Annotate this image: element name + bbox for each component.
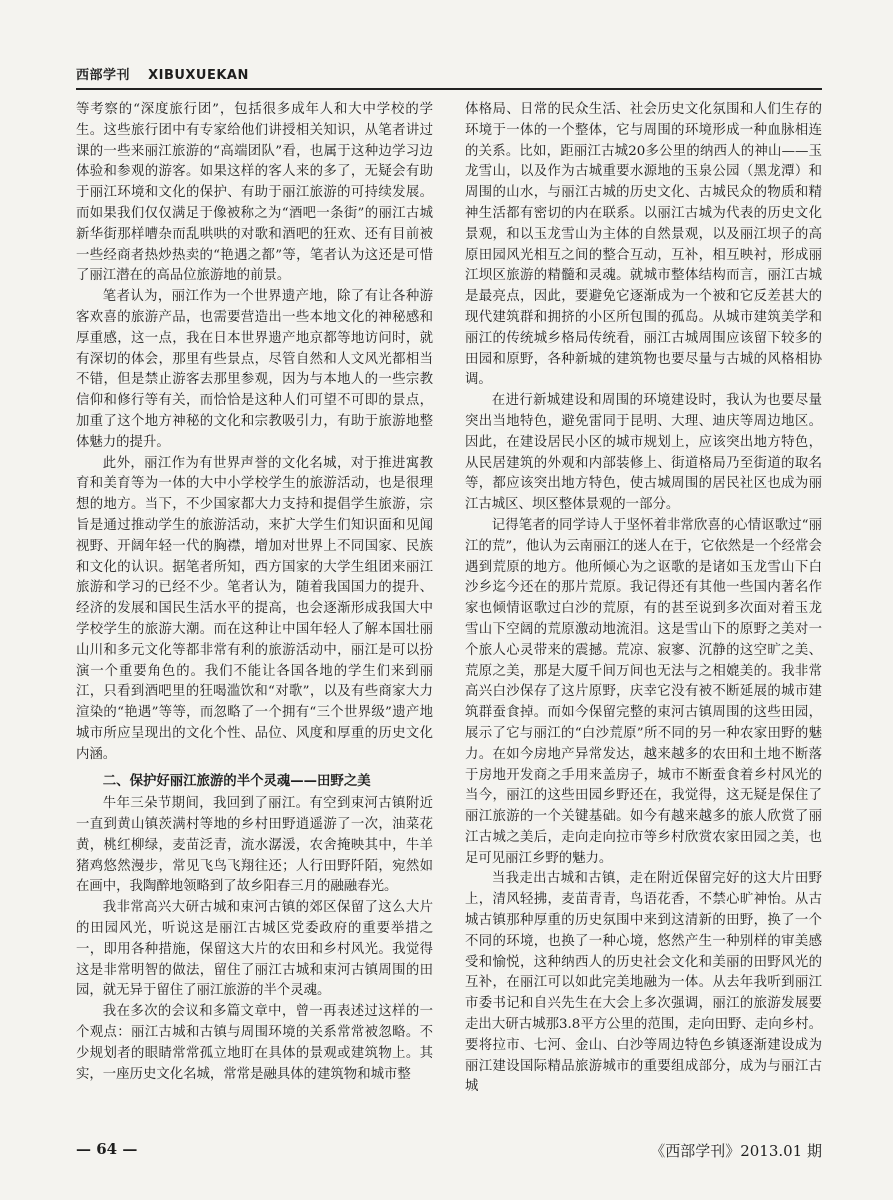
journal-pinyin: XIBUXUEKAN <box>148 68 249 83</box>
running-header <box>76 64 822 84</box>
page-number: — 64 — <box>76 1140 138 1158</box>
paragraph: 当我走出古城和古镇，走在附近保留完好的这大片田野上，清风轻拂，麦苗青青，鸟语花香，不禁心旷神怡。从古城古镇那种厚重的历史氛围中来到这清新的田野，换了一个不同的环境，也换了一种心境，悠然产生一种别样的审美感受和愉悦，这种纳西人的历史社会文化和美丽的田野风光的互补，在丽江可以如此完美地融为一体。从去年我听到丽江市委书记和自兴先生在大会上多次强调，丽江的旅游发展要走出大研古城那3.8平方公里的范围，走向田野、走向乡村。要将拉市、七河、金山、白沙等周边特色乡镇逐渐建设成为丽江建设国际精品旅游城市的重要组成部分，成为与丽江古城 <box>465 871 822 1095</box>
paragraph: 此外，丽江作为有世界声誉的文化名城，对于推进寓教育和美育等为一体的大中小学校学生的旅游活动，也是很理想的地方。当下，不少国家都大力支持和提倡学生旅游，宗旨是通过推动学生的旅游活动，来扩大学生们知识面和见闻视野、开阔年轻一代的胸襟，增加对世界上不同国家、民族和文化的认识。据笔者所知，西方国家的大学生组团来丽江旅游和学习的已经不少。笔者认为，随着我国国力的提升、经济的发展和国民生活水平的提高，也会逐渐形成我国大中学校学生的旅游大潮。而在这种让中国年轻人了解本国壮丽山川和多元文化等都非常有利的旅游活动中，丽江是可以扮演一个重要角色的。我们不能让各国各地的学生们来到丽江，只看到酒吧里的狂喝滥饮和“对歌”，以及有些商家大力渲染的“艳遇”等等，而忽略了一个拥有“三个世界级”遗产地城市所应呈现出的文化个性、品位、风度和厚重的历史文化内涵。 <box>76 455 433 762</box>
section-heading: 二、保护好丽江旅游的半个灵魂——田野之美 <box>102 773 371 789</box>
left-column <box>76 100 433 1122</box>
paragraph: 我非常高兴大研古城和束河古镇的郊区保留了这么大片的田园风光，听说这是丽江古城区党委政府的重要举措之一，即用各种措施，保留这大片的农田和乡村风光。我觉得这是非常明智的做法，留住了丽江古城和束河古镇周围的田园，就无异于留住了丽江旅游的半个灵魂。 <box>76 900 433 999</box>
paragraph: 我在多次的会议和多篇文章中，曾一再表述过这样的一个观点：丽江古城和古镇与周围环境的关系常常被忽略。不少规划者的眼睛常常孤立地盯在具体的景观或建筑物上。其实，一座历史文化名城，常常是融具体的建筑物和城市整 <box>76 1004 433 1082</box>
paragraph: 笔者认为，丽江作为一个世界遗产地，除了有让各种游客欢喜的旅游产品，也需要营造出一些本地文化的神秘感和厚重感，这一点，我在日本世界遗产地京都等地访问时，就有深切的体会，那里有些景点，尽管自然和人文风光都相当不错，但是禁止游客去那里参观，因为与本地人的一些宗教信仰和修行等有关，而恰恰是这种人们可望不可即的景点，加重了这个地方神秘的文化和宗教吸引力，有助于旅游地整体魅力的提升。 <box>76 289 433 450</box>
paragraph: 记得笔者的同学诗人于坚怀着非常欣喜的心情讴歌过“丽江的荒”，他认为云南丽江的迷人在于，它依然是一个经常会遇到荒原的地方。他所倾心为之讴歌的是诸如玉龙雪山下白沙乡迄今还在的那片荒原。我记得还有其他一些国内著名作家也倾情讴歌过白沙的荒原，有的甚至说到多次面对着玉龙雪山下空阔的荒原激动地流泪。这是雪山下的原野之美对一个旅人心灵带来的震撼。荒凉、寂寥、沉静的这空旷之美、荒原之美，那是大厦千间万间也无法与之相媲美的。我非常高兴白沙保存了这片原野，庆幸它没有被不断延展的城市建筑群蚕食掉。而如今保留完整的束河古镇周围的这些田园，展示了它与丽江的“白沙荒原”所不同的另一种农家田野的魅力。在如今房地产异常发达，越来越多的农田和土地不断落于房地开发商之手用来盖房子，城市不断蚕食着乡村风光的当今，丽江的这些田园乡野还在，我觉得，这无疑是保住了丽江旅游的一个关键基础。如今有越来越多的旅人欣赏了丽江古城之美后，走向走向拉市等乡村欣赏农家田园之美，也足可见丽江乡野的魅力。 <box>465 517 822 866</box>
paragraph: 体格局、日常的民众生活、社会历史文化氛围和人们生存的环境于一体的一个整体，它与周围的环境形成一种血脉相连的关系。比如，距丽江古城20多公里的纳西人的神山——玉龙雪山，以及作为古城重要水源地的玉泉公园（黑龙潭）和周围的山水，与丽江古城的历史文化、古城民众的物质和精神生活都有密切的内在联系。以丽江古城为代表的历史文化景观，和以玉龙雪山为主体的自然景观，以及丽江坝子的高原田园风光相互之间的整合互动，互补，相互映衬，形成丽江坝区旅游的精髓和灵魂。就城市整体结构而言，丽江古城是最亮点，因此，要避免它逐渐成为一个被和它反差甚大的现代建筑群和拥挤的小区所包围的孤岛。从城市建筑美学和丽江的传统城乡格局传统看，丽江古城周围应该留下较多的田园和原野，各种新城的建筑物也要尽量与古城的风格相协调。 <box>465 102 822 388</box>
paragraph: 等考察的“深度旅行团”，包括很多成年人和大中学校的学生。这些旅行团中有专家给他们讲授相关知识，从笔者讲过课的一些来丽江旅游的“高端团队”看，也属于这种边学习边体验和参观的游客。如果这样的客人来的多了，无疑会有助于丽江环境和文化的保护、有助于丽江旅游的可持续发展。而如果我们仅仅满足于像被称之为“酒吧一条街”的丽江古城新华街那样嘈杂而乱哄哄的对歌和酒吧的狂欢、还有目前被一些经商者热炒热卖的“艳遇之都”等，笔者认为这还是可惜了丽江潜在的高品位旅游地的前景。 <box>76 102 433 284</box>
journal-name: 西部学刊 <box>76 68 131 83</box>
right-column <box>465 100 822 1122</box>
paragraph: 牛年三朵节期间，我回到了丽江。有空到束河古镇附近一直到黄山镇茨满村等地的乡村田野逍遥游了一次，油菜花黄，桃红柳绿，麦苗泛青，流水潺湲，农舍掩映其中，牛羊猪鸡悠然漫步，常见飞鸟飞翔往还；人行田野阡陌，宛然如在画中，我陶醉地领略到了故乡阳春三月的融融春光。 <box>76 796 433 895</box>
header-rule <box>76 88 822 90</box>
journal-issue: 《西部学刊》2013.01 期 <box>650 1142 822 1160</box>
paragraph: 在进行新城建设和周围的环境建设时，我认为也要尽量突出当地特色，避免雷同于昆明、大理、迪庆等周边地区。因此，在建设居民小区的城市规划上，应该突出地方特色，从民居建筑的外观和内部装修上、街道格局乃至街道的取名等，都应该突出地方特色，使古城周围的居民社区也成为丽江古城区、坝区整体景观的一部分。 <box>465 393 822 513</box>
